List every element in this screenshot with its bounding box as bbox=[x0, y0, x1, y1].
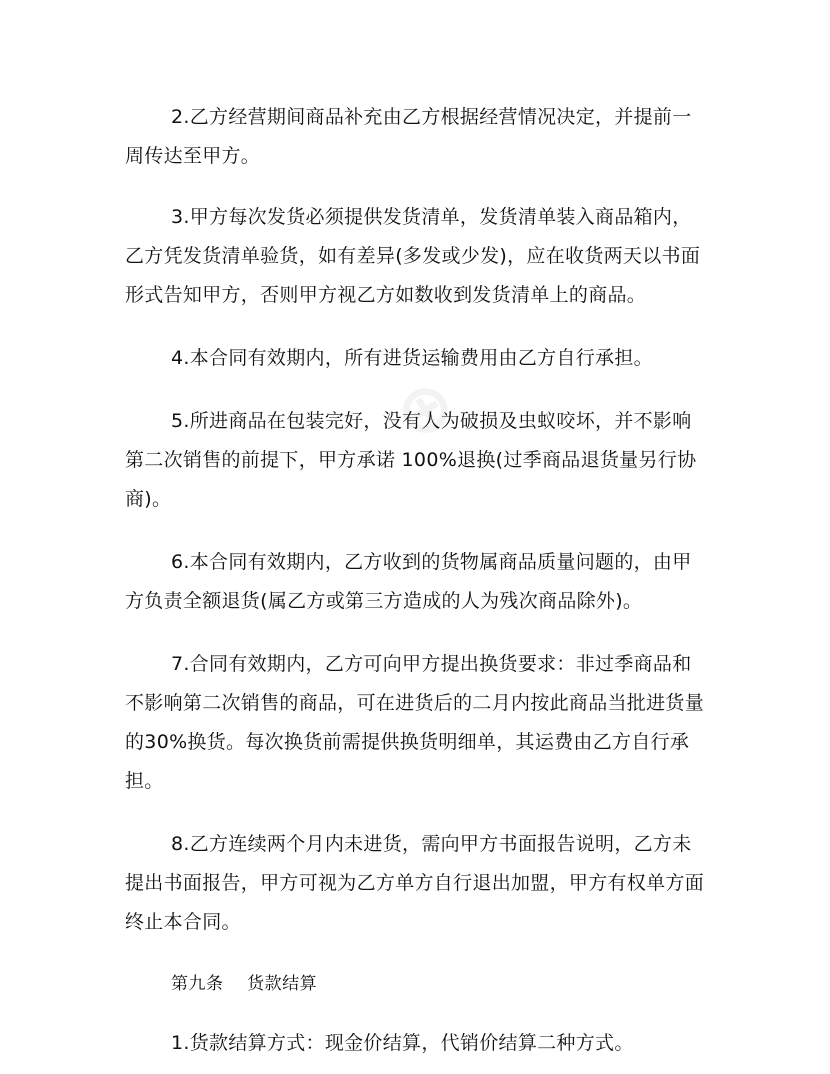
clause-3-paragraph: 3.甲方每次发货必须提供发货清单，发货清单装入商品箱内，乙方凭发货清单验货，如有差异(多发或少发)，应在收货两天以书面形式告知甲方，否则甲方视乙方如数收到发货清单上的商品。 bbox=[125, 206, 701, 306]
clause-8-paragraph: 8.乙方连续两个月内未进货，需向甲方书面报告说明，乙方未提出书面报告，甲方可视为乙方单方自行退出加盟，甲方有权单方面终止本合同。 bbox=[125, 833, 705, 933]
section-heading: 第九条 货款结算 bbox=[171, 974, 318, 994]
watermark-logo: ⊕ bbox=[379, 360, 470, 459]
clause-6-paragraph: 6.本合同有效期内，乙方收到的货物属商品质量问题的，由甲方负责全额退货(属乙方或第三方造成的人为残次商品除外)。 bbox=[125, 551, 692, 612]
clause-5-paragraph: 5.所进商品在包装完好，没有人为破损及虫蚁咬坏，并不影响第二次销售的前提下，甲方承诺 100%退换(过季商品退货量另行协商)。 bbox=[125, 410, 697, 510]
clause-7-paragraph: 7.合同有效期内，乙方可向甲方提出换货要求：非过季商品和不影响第二次销售的商品，可在进货后的二月内按此商品当批进货量的30%换货。每次换货前需提供换货明细单，其运费由乙方自行承担。 bbox=[125, 653, 705, 792]
payment-method-paragraph: 1.货款结算方式：现金价结算，代销价结算二种方式。 bbox=[171, 1032, 634, 1054]
clause-2-paragraph: 2.乙方经营期间商品补充由乙方根据经营情况决定，并提前一周传达至甲方。 bbox=[125, 106, 692, 167]
clause-4-paragraph: 4.本合同有效期内，所有进货运输费用由乙方自行承担。 bbox=[171, 347, 653, 369]
document-body bbox=[125, 98, 705, 1063]
